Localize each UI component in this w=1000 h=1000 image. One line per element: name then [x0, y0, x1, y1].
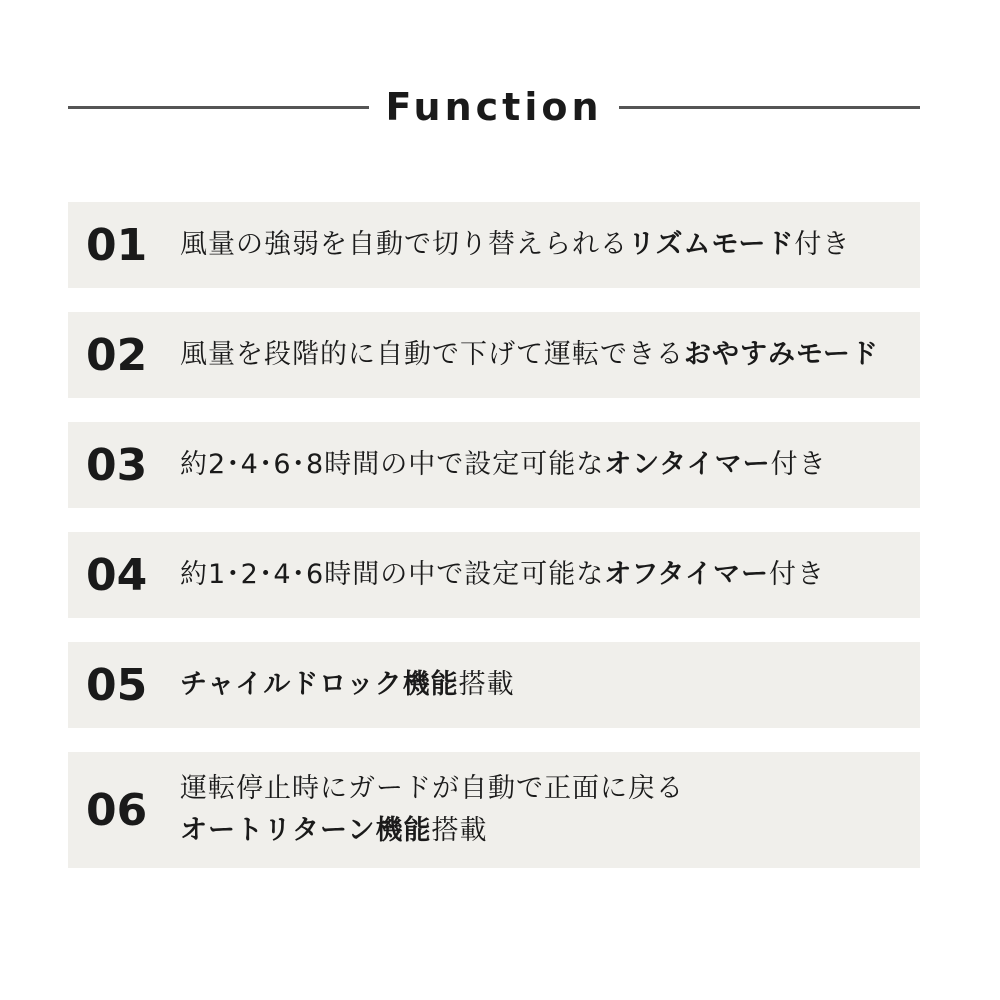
feature-bold-text: チャイルドロック機能	[180, 669, 459, 700]
feature-suffix-text: 付き	[768, 559, 825, 590]
feature-plain-text: 風量の強弱を自動で切り替えられる	[180, 229, 628, 260]
feature-line	[180, 224, 850, 266]
feature-item-04	[68, 532, 920, 618]
feature-plain-text: 運転停止時にガードが自動で正面に戻る	[180, 773, 684, 804]
feature-number: 04	[86, 549, 148, 601]
feature-number: 02	[86, 329, 148, 381]
feature-bold-text: オートリターン機能	[180, 815, 432, 846]
feature-suffix-text: 付き	[770, 449, 827, 480]
header-rule-right	[619, 106, 920, 109]
feature-line	[180, 810, 684, 852]
feature-line	[180, 334, 879, 376]
feature-text	[180, 554, 825, 596]
feature-number: 05	[86, 659, 148, 711]
feature-plain-text: 約2･4･6･8時間の中で設定可能な	[180, 449, 605, 480]
feature-bold-text: おやすみモード	[684, 339, 879, 370]
feature-bold-text: オフタイマー	[604, 559, 769, 590]
feature-item-02	[68, 312, 920, 398]
feature-number: 01	[86, 219, 148, 271]
feature-text	[180, 444, 827, 486]
feature-item-05	[68, 642, 920, 728]
feature-plain-text: 約1･2･4･6時間の中で設定可能な	[180, 559, 605, 590]
feature-line	[180, 664, 515, 706]
feature-bold-text: リズムモード	[628, 229, 795, 260]
feature-text	[180, 768, 684, 852]
feature-list	[68, 202, 920, 892]
feature-text	[180, 334, 879, 376]
feature-text	[180, 224, 850, 266]
feature-line	[180, 444, 827, 486]
feature-number: 06	[86, 784, 148, 836]
feature-item-01	[68, 202, 920, 288]
feature-item-06	[68, 752, 920, 868]
header-rule-left	[68, 106, 369, 109]
feature-text	[180, 664, 515, 706]
feature-number: 03	[86, 439, 148, 491]
feature-bold-text: オンタイマー	[604, 449, 771, 480]
feature-item-03	[68, 422, 920, 508]
feature-suffix-text: 搭載	[458, 669, 515, 700]
feature-suffix-text: 搭載	[431, 815, 488, 846]
feature-plain-text: 風量を段階的に自動で下げて運転できる	[180, 339, 684, 370]
feature-line	[180, 554, 825, 596]
section-title: Function	[385, 85, 603, 129]
feature-line	[180, 768, 684, 810]
section-header	[68, 82, 920, 132]
feature-suffix-text: 付き	[794, 229, 851, 260]
